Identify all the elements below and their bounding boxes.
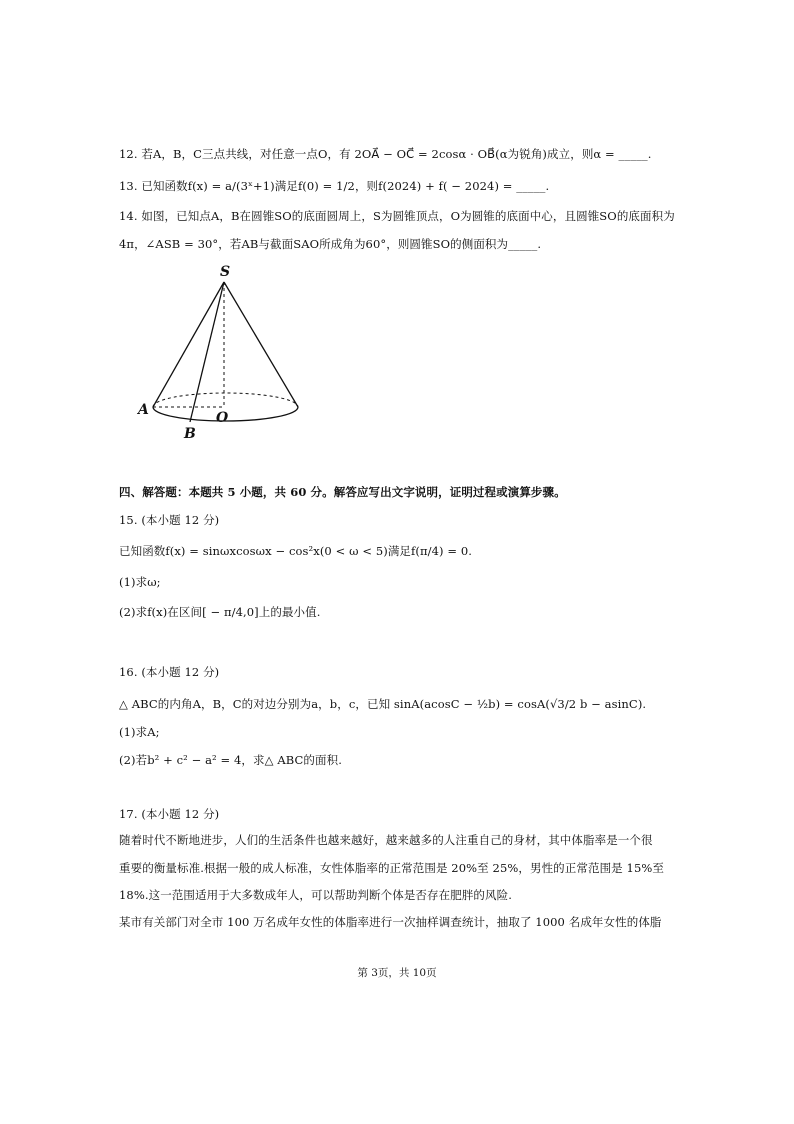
- question-13: 13. 已知函数f(x) = a/(3ˣ+1)满足f(0) = 1/2，则f(2024) + f( − 2024) = _____.: [119, 179, 550, 193]
- question-15-part-1: (1)求ω;: [119, 575, 161, 589]
- question-17-line-1: 随着时代不断地进步，人们的生活条件也越来越好，越来越多的人注重自己的身材，其中体脂率是一个很: [119, 833, 653, 847]
- question-17-line-4: 某市有关部门对全市 100 万名成年女性的体脂率进行一次抽样调查统计，抽取了 1000 名成年女性的体脂: [119, 915, 662, 929]
- section-4-heading: 四、解答题：本题共 5 小题，共 60 分。解答应写出文字说明，证明过程或演算步骤。: [119, 485, 566, 499]
- label-s: S: [220, 264, 231, 280]
- question-17-header: 17. (本小题 12 分): [119, 807, 220, 821]
- question-15-stem: 已知函数f(x) = sinωxcosωx − cos²x(0 < ω < 5)满足f(π/4) = 0.: [119, 544, 473, 558]
- question-17-line-3: 18%.这一范围适用于大多数成年人，可以帮助判断个体是否存在肥胖的风险.: [119, 888, 512, 902]
- page-footer: 第 3页，共 10页: [357, 967, 437, 979]
- cone-figure: [134, 262, 310, 447]
- label-a: A: [138, 402, 149, 418]
- question-17-line-2: 重要的衡量标准.根据一般的成人标准，女性体脂率的正常范围是 20%至 25%，男性的正常范围是 15%至: [119, 861, 664, 875]
- question-16-part-1: (1)求A;: [119, 725, 160, 739]
- question-14-line-1: 14. 如图，已知点A，B在圆锥SO的底面圆周上，S为圆锥顶点，O为圆锥的底面中心，且圆锥SO的底面积为: [119, 209, 675, 223]
- question-12: 12. 若A，B，C三点共线，对任意一点O，有 2OA⃗ − OC⃗ = 2cosα · OB⃗(α为锐角)成立，则α = _____.: [119, 147, 652, 161]
- label-b: B: [184, 426, 196, 442]
- question-16-stem: △ ABC的内角A，B，C的对边分别为a，b，c，已知 sinA(acosC − ½b) = cosA(√3/2 b − asinC).: [119, 697, 647, 711]
- question-15-header: 15. (本小题 12 分): [119, 513, 220, 527]
- question-16-part-2: (2)若b² + c² − a² = 4，求△ ABC的面积.: [119, 753, 342, 767]
- question-14-line-2: 4π，∠ASB = 30°，若AB与截面SAO所成角为60°，则圆锥SO的侧面积为_____.: [119, 237, 542, 251]
- label-o: O: [216, 410, 229, 426]
- question-16-header: 16. (本小题 12 分): [119, 665, 220, 679]
- question-15-part-2: (2)求f(x)在区间[ − π/4,0]上的最小值.: [119, 605, 321, 619]
